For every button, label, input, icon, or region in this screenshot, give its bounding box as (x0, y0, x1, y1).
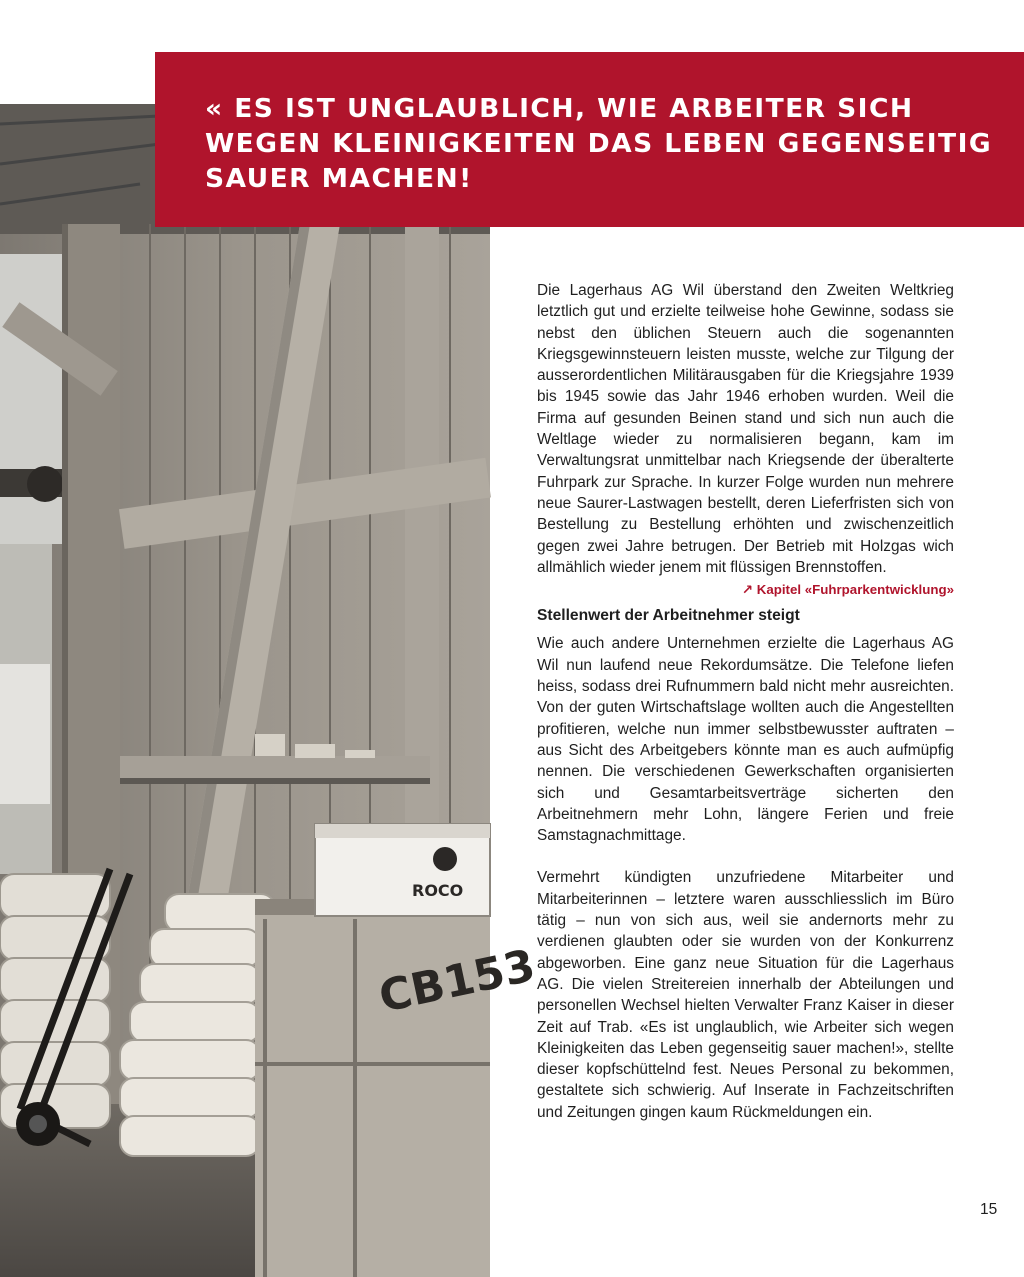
body-paragraph (537, 280, 954, 598)
section-heading: Stellenwert der Arbeitnehmer steigt (537, 607, 800, 625)
page-number: 15 (980, 1201, 998, 1218)
body-paragraph: Vermehrt kündigten unzufriedene Mitarbeiter und Mitarbeiterinnen – letztere waren ausschliesslich im Büro tätig – nun von sich aus, weil sie andernorts mehr zu verdienen glaubten oder sie wurden von der Konkurrenz abgeworben. Eine ganz neue Situation für die Lagerhaus AG. Die vielen Streitereien innerhalb der Abteilungen und personellen Wechsel hielten Verwalter Franz Kaiser in dieser Zeit auf Trab. «Es ist unglaublich, wie Arbeiter sich wegen Kleinigkeiten das Leben gegenseitig sauer machen!», stellte dieser kopfschüttelnd fest. Neues Personal zu bekommen, gestaltete sich schwierig. Auf Inserate in Fachzeitschriften und Zeitungen gingen kaum Rückmeldungen ein. (537, 869, 954, 1121)
cross-reference-link[interactable]: ↗ Kapitel «Fuhrparkentwicklung» (741, 582, 954, 598)
pull-quote: « ES IST UNGLAUBLICH, WIE ARBEITER SICH WEGEN KLEINIGKEITEN DAS LEBEN GEGENSEITIG SAUER MACHEN! (205, 94, 993, 194)
paragraph-text: Die Lagerhaus AG Wil überstand den Zweiten Weltkrieg letztlich gut und erzielte teilweise hohe Gewinne, sodass sie nebst den üblichen Steuern auch die sogenannten Kriegsgewinnsteuern leisten musste, welche zur Tilgung der ausserordentlichen Militärausgaben für die Kriegsjahre 1939 bis 1945 sowie das Jahr 1946 erhoben wurden. Weil die Firma auf gesunden Beinen stand und sich nun auch die Weltlage wieder zu normalisieren begann, kam im Verwaltungsrat unmittelbar nach Kriegsende der überalterte Fuhrpark zur Sprache. In kurzer Folge wurden nun mehrere neue Saurer-Lastwagen bestellt, deren Lieferfristen sich von Bestellung zu Bestellung erhöhten und zwischenzeitlich gegen zwei Jahre betrugen. Der Betrieb mit Holzgas wich allmählich wieder jenem mit flüssigen Brennstoffen. (537, 282, 954, 576)
box-label: ROCO (412, 881, 464, 900)
text-column (537, 280, 954, 1123)
body-paragraph: Wie auch andere Unternehmen erzielte die Lagerhaus AG Wil nun laufend neue Rekordumsätze. Die Telefone liefen heiss, sodass drei Rufnummern bald nicht mehr ausreichten. Von der guten Wirtschaftslage wollten auch die Angestellten profitieren, welche nun immer selbstbewusster auftraten – aus Sicht des Arbeitgebers könnte man es auch aufmüpfig nennen. Die verschiedenen Gewerkschaften organisierten sich und Gesamtarbeitsverträge sicherten den Arbeitnehmern mehr Lohn, längere Ferien und freie Samstagnachmittage. (537, 635, 954, 845)
crate-marking: CB153 (374, 940, 540, 1023)
pull-quote-banner (155, 52, 1024, 227)
warehouse-photo (0, 104, 540, 1277)
